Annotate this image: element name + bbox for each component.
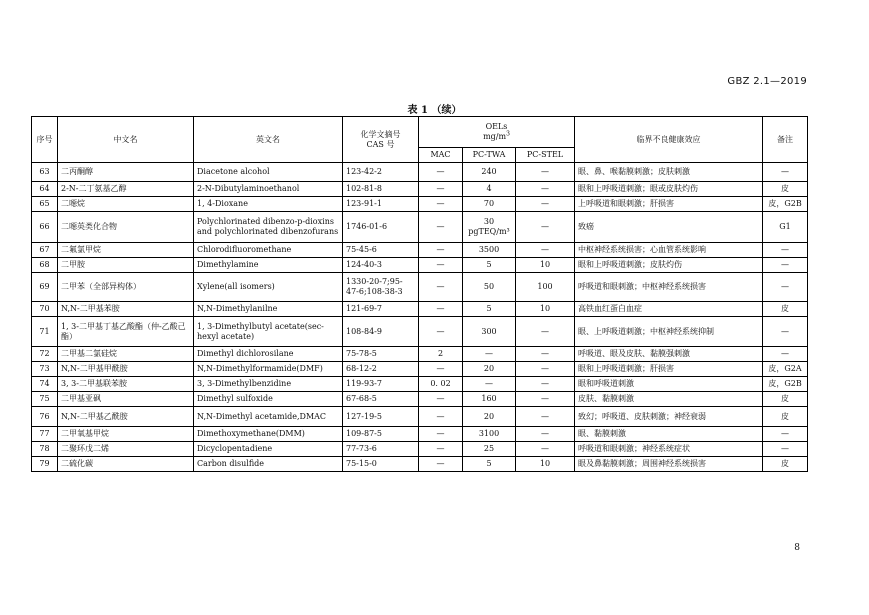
cell-en-name: Carbon disulfide: [194, 457, 343, 472]
cell-effect: 眼和上呼吸道刺激；眼或皮肤灼伤: [575, 182, 763, 197]
cell-note: 皮，G2B: [763, 377, 808, 392]
cell-stel: —: [516, 182, 575, 197]
cell-cas: 1330-20-7;95- 47-6;108-38-3: [343, 273, 419, 302]
table-row: [32, 182, 808, 197]
cell-cn-name: 二硫化碳: [58, 457, 194, 472]
cell-cas: 109-87-5: [343, 427, 419, 442]
cell-mac: —: [419, 302, 463, 317]
cell-stel: 10: [516, 258, 575, 273]
cell-mac: —: [419, 182, 463, 197]
cell-en-name: Dimethoxymethane(DMM): [194, 427, 343, 442]
header-oels-unit-sup: 3: [506, 130, 510, 138]
cell-en-name: Dimethylamine: [194, 258, 343, 273]
cell-note: 皮，G2B: [763, 197, 808, 212]
cell-cn-name: 二甲基亚砜: [58, 392, 194, 407]
header-oels-unit: [422, 132, 571, 142]
cell-cas: 68-12-2: [343, 362, 419, 377]
cell-twa: 5: [463, 258, 516, 273]
page-number: 8: [794, 543, 800, 553]
cell-en-name: Diacetone alcohol: [194, 163, 343, 182]
cell-twa: 20: [463, 407, 516, 427]
header-note: 备注: [763, 117, 808, 163]
cell-note: 皮: [763, 182, 808, 197]
cell-no: 64: [32, 182, 58, 197]
cell-no: 76: [32, 407, 58, 427]
table-row: [32, 427, 808, 442]
cell-cas: 77-73-6: [343, 442, 419, 457]
cell-note: 皮，G2A: [763, 362, 808, 377]
cell-effect: 眼和上呼吸道刺激；皮肤灼伤: [575, 258, 763, 273]
cell-stel: —: [516, 163, 575, 182]
cell-en-name: 1, 3-Dimethylbutyl acetate(sec-hexyl acetate): [194, 317, 343, 347]
table-row: [32, 317, 808, 347]
cell-en-name: Dimethyl dichlorosilane: [194, 347, 343, 362]
cell-cn-name: 二丙酮醇: [58, 163, 194, 182]
cell-no: 73: [32, 362, 58, 377]
cell-en-name: Xylene(all isomers): [194, 273, 343, 302]
cell-effect: 眼、上呼吸道刺激；中枢神经系统抑制: [575, 317, 763, 347]
header-oels-label: OELs: [485, 122, 508, 131]
cell-cas: 123-42-2: [343, 163, 419, 182]
cell-en-name: N,N-Dimethyl acetamide,DMAC: [194, 407, 343, 427]
cell-mac: —: [419, 273, 463, 302]
cell-stel: —: [516, 392, 575, 407]
cell-twa: 20: [463, 362, 516, 377]
cell-twa: 240: [463, 163, 516, 182]
table-row: [32, 163, 808, 182]
cell-twa: 50: [463, 273, 516, 302]
cell-no: 72: [32, 347, 58, 362]
cell-stel: —: [516, 347, 575, 362]
header-cn-name: 中文名: [58, 117, 194, 163]
cell-twa: 25: [463, 442, 516, 457]
cell-cn-name: 二噁烷: [58, 197, 194, 212]
cell-stel: 100: [516, 273, 575, 302]
cell-twa: 30 pgTEQ/m³: [463, 212, 516, 243]
header-stel: PC-STEL: [516, 148, 575, 163]
cell-cas: 119-93-7: [343, 377, 419, 392]
cell-no: 67: [32, 243, 58, 258]
header-row: [32, 117, 808, 148]
table-row: [32, 347, 808, 362]
cell-cas: 67-68-5: [343, 392, 419, 407]
cell-cn-name: 3, 3-二甲基联苯胺: [58, 377, 194, 392]
table-row: [32, 442, 808, 457]
cell-twa: 5: [463, 302, 516, 317]
cell-mac: —: [419, 362, 463, 377]
cell-mac: —: [419, 163, 463, 182]
cell-no: 77: [32, 427, 58, 442]
cell-cn-name: 二甲胺: [58, 258, 194, 273]
table-row: [32, 243, 808, 258]
cell-note: —: [763, 427, 808, 442]
cell-no: 66: [32, 212, 58, 243]
cell-mac: —: [419, 457, 463, 472]
header-twa: PC-TWA: [463, 148, 516, 163]
cell-no: 69: [32, 273, 58, 302]
header-en-name: 英文名: [194, 117, 343, 163]
cell-twa: —: [463, 377, 516, 392]
cell-effect: 眼及鼻黏膜刺激；周围神经系统损害: [575, 457, 763, 472]
cell-mac: —: [419, 258, 463, 273]
cell-effect: 呼吸道和眼刺激；中枢神经系统损害: [575, 273, 763, 302]
cell-cas: 75-15-0: [343, 457, 419, 472]
cell-mac: —: [419, 407, 463, 427]
cell-twa: 300: [463, 317, 516, 347]
cell-en-name: Dimethyl sulfoxide: [194, 392, 343, 407]
cell-en-name: Dicyclopentadiene: [194, 442, 343, 457]
cell-stel: —: [516, 317, 575, 347]
cell-cas: 124-40-3: [343, 258, 419, 273]
table-caption: 表 1 （续）: [407, 105, 462, 116]
oels-table: [31, 116, 808, 472]
header-no: 序号: [32, 117, 58, 163]
cell-mac: —: [419, 427, 463, 442]
cell-stel: 10: [516, 302, 575, 317]
cell-cn-name: 二甲基二氯硅烷: [58, 347, 194, 362]
cell-stel: —: [516, 427, 575, 442]
cell-no: 70: [32, 302, 58, 317]
cell-twa: —: [463, 347, 516, 362]
cell-cas: 121-69-7: [343, 302, 419, 317]
cell-twa: 70: [463, 197, 516, 212]
table-row: [32, 258, 808, 273]
cell-cas: 102-81-8: [343, 182, 419, 197]
cell-effect: 眼和上呼吸道刺激；肝损害: [575, 362, 763, 377]
cell-note: —: [763, 317, 808, 347]
cell-en-name: 1, 4-Dioxane: [194, 197, 343, 212]
table-row: [32, 197, 808, 212]
cell-cn-name: 二噁英类化合物: [58, 212, 194, 243]
header-mac: MAC: [419, 148, 463, 163]
cell-cn-name: 二聚环戊二烯: [58, 442, 194, 457]
header-oels-unit-text: mg/m: [483, 132, 507, 141]
cell-cn-name: 2-N-二丁氨基乙醇: [58, 182, 194, 197]
table-row: [32, 457, 808, 472]
cell-no: 68: [32, 258, 58, 273]
cell-note: G1: [763, 212, 808, 243]
cell-en-name: 3, 3-Dimethylbenzidine: [194, 377, 343, 392]
cell-cn-name: N,N-二甲基甲酰胺: [58, 362, 194, 377]
cell-cas: 123-91-1: [343, 197, 419, 212]
cell-no: 71: [32, 317, 58, 347]
cell-stel: —: [516, 377, 575, 392]
cell-cn-name: 1, 3-二甲基丁基乙酸酯（仲-乙酸己酯）: [58, 317, 194, 347]
cell-mac: —: [419, 243, 463, 258]
cell-note: 皮: [763, 457, 808, 472]
cell-stel: —: [516, 212, 575, 243]
cell-no: 63: [32, 163, 58, 182]
cell-en-name: Polychlorinated dibenzo-p-dioxins and polychlorinated dibenzofurans: [194, 212, 343, 243]
cell-effect: 致幻；呼吸道、皮肤刺激；神经衰弱: [575, 407, 763, 427]
cell-note: —: [763, 163, 808, 182]
cell-twa: 4: [463, 182, 516, 197]
cell-cas: 75-78-5: [343, 347, 419, 362]
cell-cn-name: N,N-二甲基苯胺: [58, 302, 194, 317]
cell-mac: —: [419, 197, 463, 212]
cell-effect: 皮肤、黏膜刺激: [575, 392, 763, 407]
cell-no: 79: [32, 457, 58, 472]
cell-no: 74: [32, 377, 58, 392]
cell-stel: —: [516, 197, 575, 212]
cell-cas: 75-45-6: [343, 243, 419, 258]
cell-stel: —: [516, 362, 575, 377]
cell-twa: 3100: [463, 427, 516, 442]
cell-en-name: 2-N-Dibutylaminoethanol: [194, 182, 343, 197]
cell-stel: —: [516, 243, 575, 258]
cell-effect: 致癌: [575, 212, 763, 243]
cell-note: —: [763, 273, 808, 302]
cell-effect: 眼、鼻、喉黏膜刺激；皮肤刺激: [575, 163, 763, 182]
cell-cn-name: 二氟氯甲烷: [58, 243, 194, 258]
cell-note: —: [763, 442, 808, 457]
cell-no: 78: [32, 442, 58, 457]
table-row: [32, 377, 808, 392]
cell-twa: 160: [463, 392, 516, 407]
standard-code: GBZ 2.1—2019: [727, 76, 807, 87]
cell-note: 皮: [763, 392, 808, 407]
table-row: [32, 212, 808, 243]
cell-mac: —: [419, 392, 463, 407]
cell-stel: 10: [516, 457, 575, 472]
cell-cas: 1746-01-6: [343, 212, 419, 243]
cell-note: 皮: [763, 407, 808, 427]
cell-cas: 108-84-9: [343, 317, 419, 347]
cell-effect: 高铁血红蛋白血症: [575, 302, 763, 317]
cell-en-name: N,N-Dimethylformamide(DMF): [194, 362, 343, 377]
cell-cn-name: 二甲苯（全部异构体）: [58, 273, 194, 302]
cell-effect: 呼吸道、眼及皮肤、黏膜强刺激: [575, 347, 763, 362]
cell-no: 65: [32, 197, 58, 212]
cell-en-name: N,N-Dimethylanilne: [194, 302, 343, 317]
table-row: [32, 392, 808, 407]
cell-mac: 0. 02: [419, 377, 463, 392]
cell-en-name: Chlorodifluoromethane: [194, 243, 343, 258]
table-row: [32, 273, 808, 302]
cell-effect: 上呼吸道和眼刺激；肝损害: [575, 197, 763, 212]
cell-effect: 呼吸道和眼刺激；神经系统症状: [575, 442, 763, 457]
cell-cn-name: 二甲氧基甲烷: [58, 427, 194, 442]
cell-cas: 127-19-5: [343, 407, 419, 427]
header-cas: 化学文摘号 CAS 号: [343, 117, 419, 163]
cell-note: —: [763, 347, 808, 362]
cell-twa: 5: [463, 457, 516, 472]
cell-note: 皮: [763, 302, 808, 317]
cell-effect: 中枢神经系统损害；心血管系统影响: [575, 243, 763, 258]
cell-note: —: [763, 258, 808, 273]
cell-effect: 眼和呼吸道刺激: [575, 377, 763, 392]
table-row: [32, 302, 808, 317]
cell-stel: —: [516, 442, 575, 457]
cell-mac: —: [419, 212, 463, 243]
header-effects: 临界不良健康效应: [575, 117, 763, 163]
cell-note: —: [763, 243, 808, 258]
cell-mac: —: [419, 442, 463, 457]
cell-mac: —: [419, 317, 463, 347]
table-row: [32, 362, 808, 377]
cell-stel: —: [516, 407, 575, 427]
header-oels: [419, 117, 575, 148]
cell-mac: 2: [419, 347, 463, 362]
cell-cn-name: N,N-二甲基乙酰胺: [58, 407, 194, 427]
table-row: [32, 407, 808, 427]
cell-no: 75: [32, 392, 58, 407]
cell-effect: 眼、黏膜刺激: [575, 427, 763, 442]
cell-twa: 3500: [463, 243, 516, 258]
